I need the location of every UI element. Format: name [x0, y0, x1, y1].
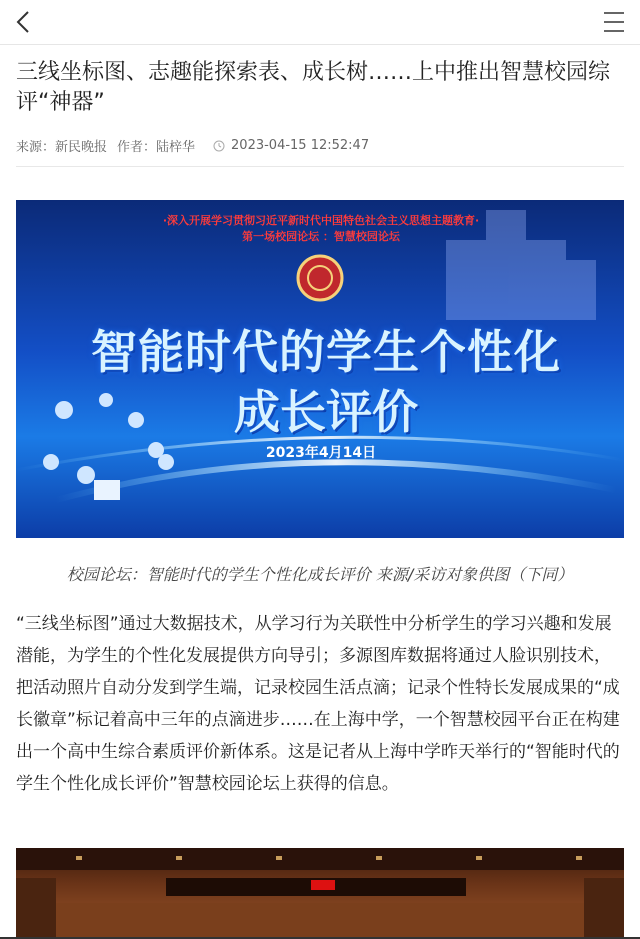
back-button[interactable]	[10, 6, 40, 38]
banner-top-line2: 第一场校园论坛 ：智慧校园论坛	[242, 230, 400, 243]
clock-icon	[213, 140, 225, 152]
article-datetime: 2023-04-15 12:52:47	[231, 138, 370, 153]
light-swoosh	[56, 462, 616, 500]
image-caption: 校园论坛：智能时代的学生个性化成长评价 来源/采访对象供图（下同）	[66, 565, 574, 584]
banner-headline1: 智能时代的学生个性化	[91, 325, 561, 379]
auditorium-photo	[16, 848, 624, 939]
article-title: 三线坐标图、志趣能探索表、成长树……上中推出智慧校园综评“神器”	[16, 60, 611, 115]
auditorium-graphic	[16, 848, 624, 939]
hamburger-menu-icon	[602, 10, 626, 34]
chevron-left-icon	[10, 6, 40, 38]
top-bar	[0, 0, 640, 45]
school-emblem	[298, 256, 342, 300]
network-icons	[43, 393, 174, 500]
banner-image	[16, 200, 624, 538]
banner-headline2: 成长评价	[234, 385, 418, 439]
banner-top-line1: ·深入开展学习贯彻习近平新时代中国特色社会主义思想主题教育·	[162, 214, 480, 227]
menu-button[interactable]	[602, 10, 626, 34]
article-source: 来源：新民晚报	[16, 140, 108, 155]
article-meta	[16, 136, 379, 155]
article-author: 作者：陆梓华	[117, 140, 196, 155]
article-paragraph: “三线坐标图”通过大数据技术，从学习行为关联性中分析学生的学习兴趣和发展潜能，为学生的个性化发展提供方向导引；多源图库数据将通过人脸识别技术，把活动照片自动分发到学生端，记录校园生活点滴；记录个性特长发展成果的“成长徽章”标记着高中三年的点滴进步……在上海中学，一个智慧校园平台正在构建出一个高中生综合素质评价新体系。这是记者从上海中学昨天举行的“智能时代的学生个性化成长评价”智慧校园论坛上获得的信息。	[16, 614, 620, 794]
divider	[16, 166, 624, 167]
banner-date: 2023年4月14日	[265, 445, 377, 461]
